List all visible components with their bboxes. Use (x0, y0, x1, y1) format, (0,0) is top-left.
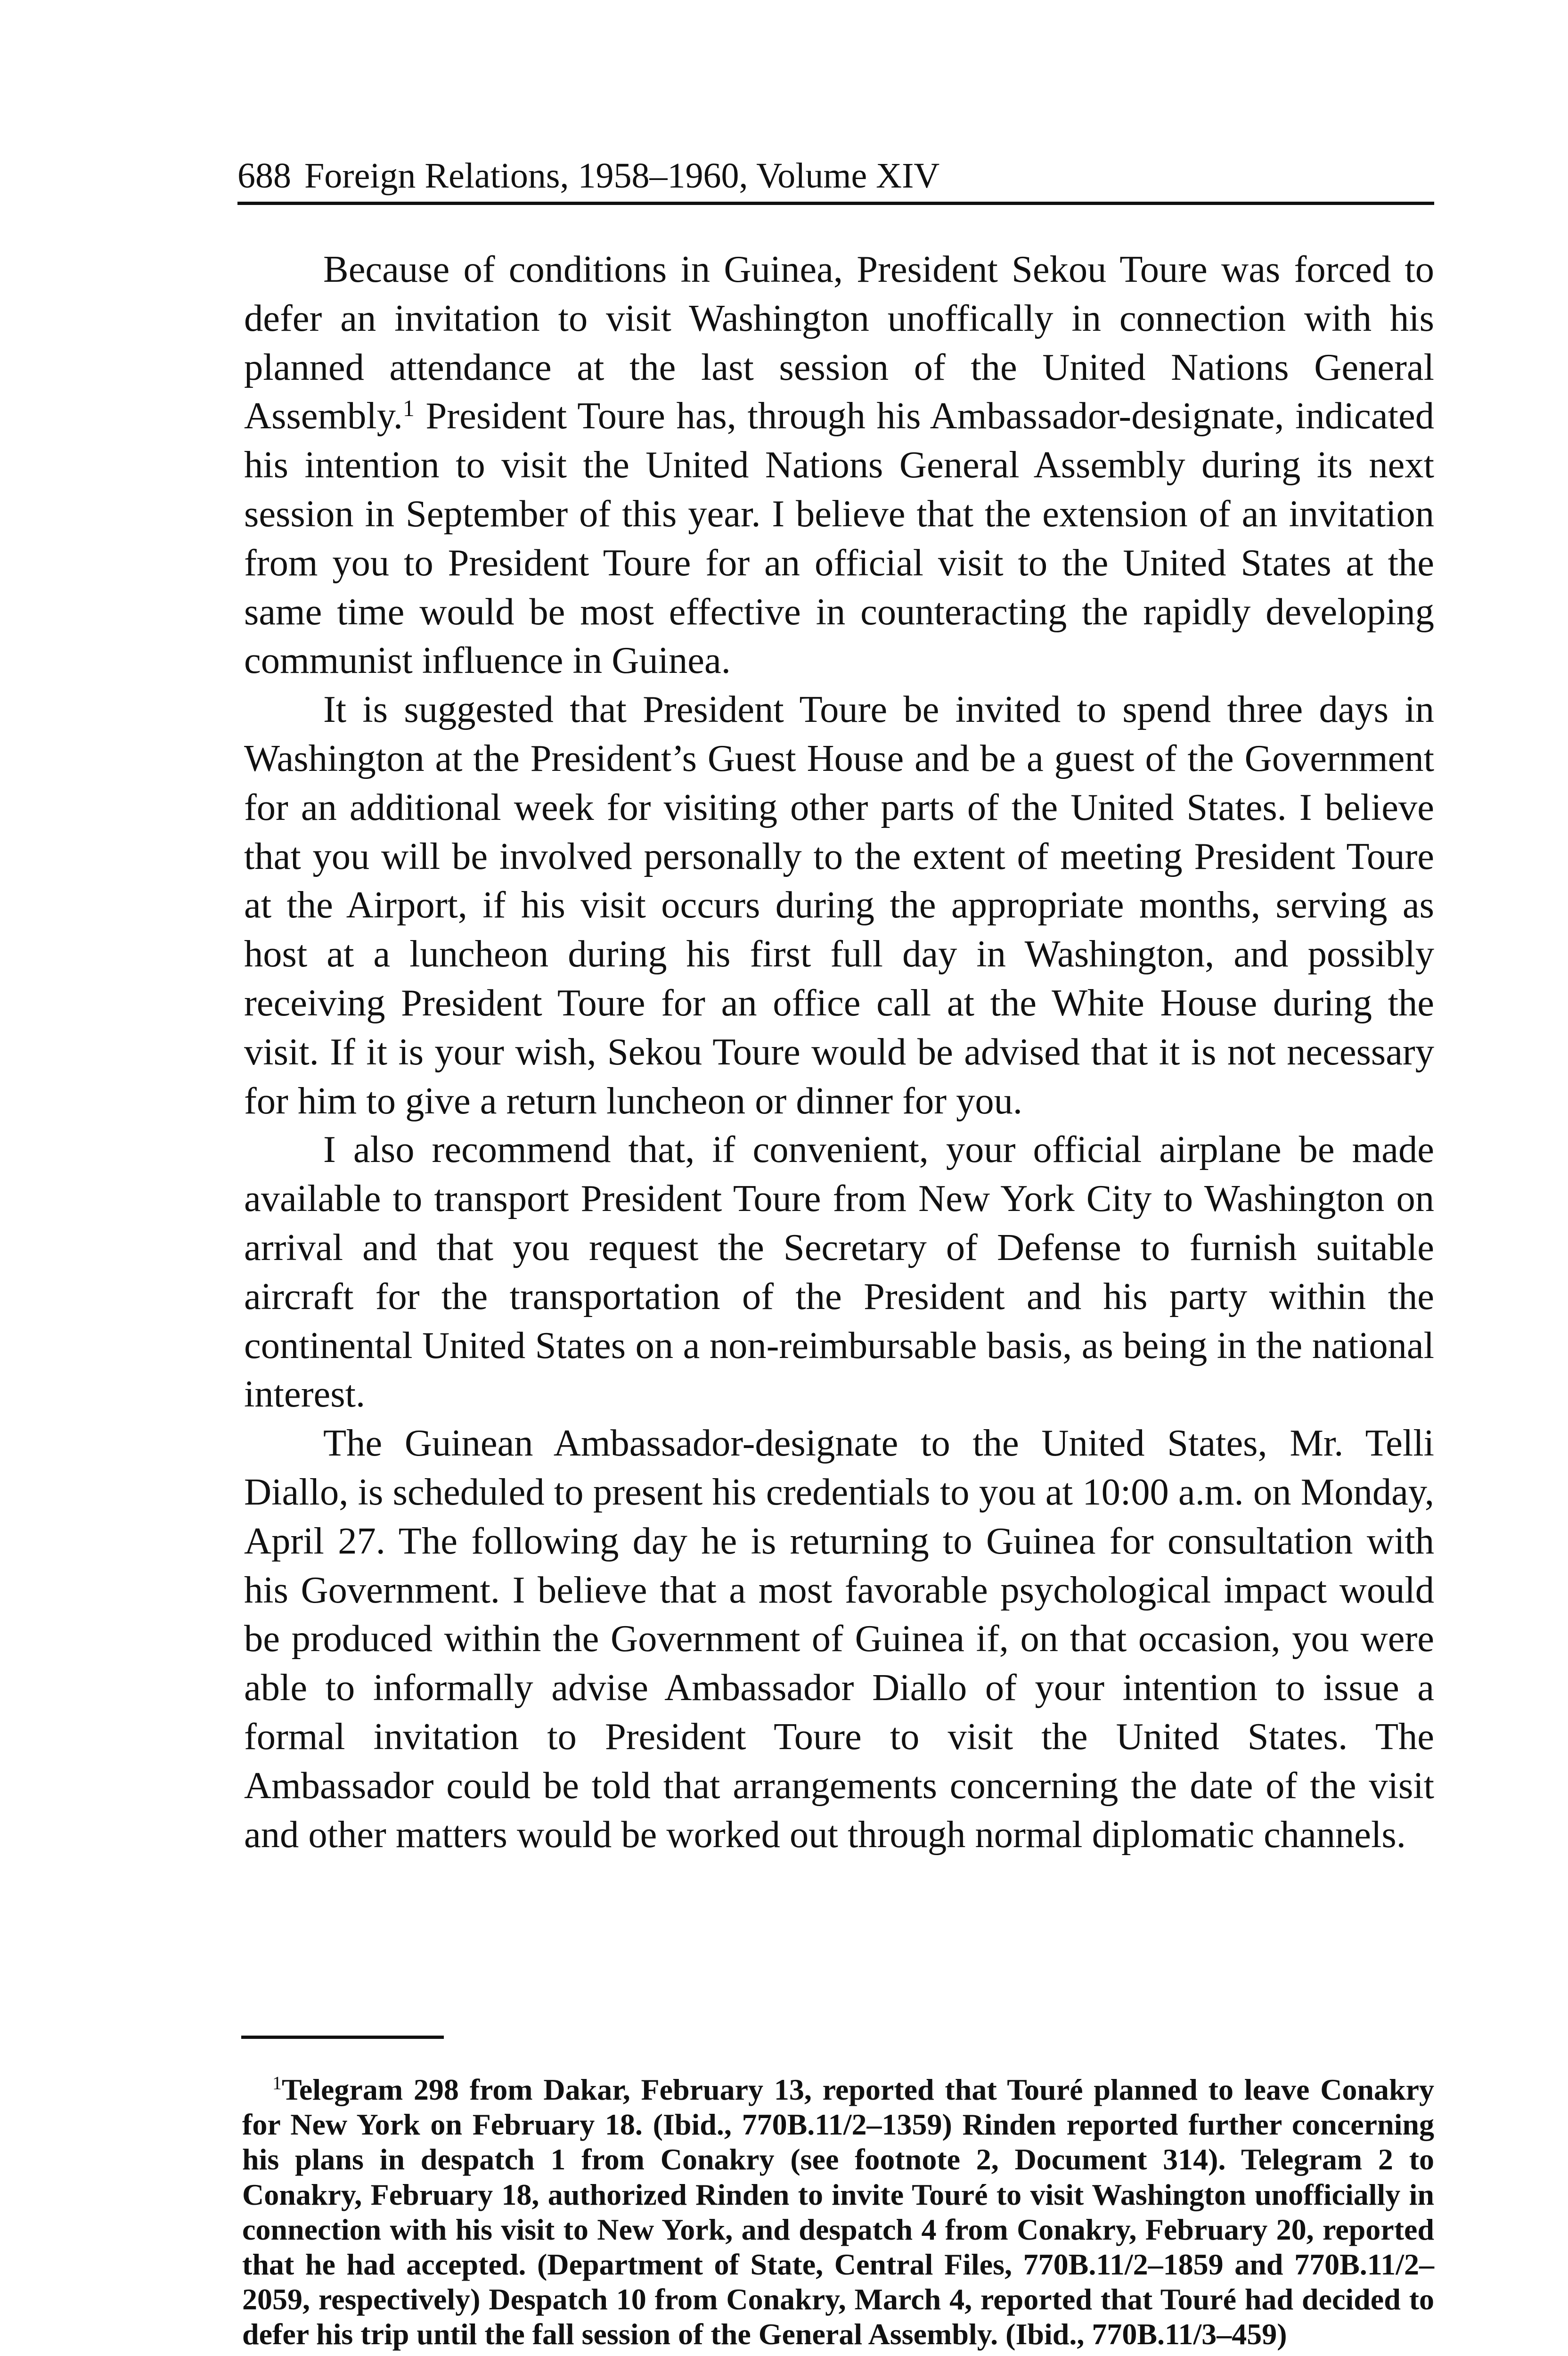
paragraph-1-text: Because of conditions in Guinea, President Sekou Toure was forced to defer an invitation to visit Washington unoffically in connection with his planned attendance at the last session of the United Nations General Assembly. (244, 248, 1434, 437)
page-number: 688 (237, 156, 291, 196)
footnote-number: 1 (272, 2072, 282, 2094)
footnote (242, 2072, 1434, 2352)
running-head (237, 150, 1434, 205)
paragraph-1-continued: President Toure has, through his Ambassador-designate, indicated his intention to visit the United Nations General Assembly during its next session in September of this year. I believe that the extension of an invitation from you to President Toure for an official visit to the United States at the same time would be most effective in counteracting the rapidly developing communist influence in Guinea. (244, 395, 1434, 682)
paragraph-4: The Guinean Ambassador-designate to the United States, Mr. Telli Diallo, is scheduled to present his credentials to you at 10:00 a.m. on Monday, April 27. The following day he is returning to Guinea for consultation with his Government. I believe that a most favorable psychological impact would be produced within the Government of Guinea if, on that occasion, you were able to informally advise Ambassador Diallo of your intention to issue a formal invitation to President Toure to visit the United States. The Ambassador could be told that arrangements concerning the date of the visit and other matters would be worked out through normal diplomatic channels. (244, 1422, 1434, 1856)
footnote-reference: 1 (402, 395, 415, 422)
footnote-divider (241, 2036, 444, 2039)
paragraph-2: It is suggested that President Toure be invited to spend three days in Washington at the President’s Guest House and be a guest of the Government for an additional week for visiting other parts of the United States. I believe that you will be involved personally to the extent of meeting President Toure at the Airport, if his visit occurs during the appropriate months, serving as host at a luncheon during his first full day in Washington, and possibly receiving President Toure for an office call at the White House during the visit. If it is your wish, Sekou Toure would be advised that it is not necessary for him to give a return luncheon or dinner for you. (244, 688, 1434, 1122)
paragraph-3: I also recommend that, if convenient, your official airplane be made available to transport President Toure from New York City to Washington on arrival and that you request the Secretary of Defense to furnish suitable aircraft for the transportation of the President and his party within the continental United States on a non-reimbursable basis, as being in the national interest. (244, 1129, 1434, 1415)
footnote-text: Telegram 298 from Dakar, February 13, reported that Touré planned to leave Conakry for New York on February 18. (Ibid., 770B.11/2–1359) Rinden reported further concerning his plans in despatch 1 from Conakry (see footnote 2, Document 314). Telegram 2 to Conakry, February 18, authorized Rinden to invite Touré to visit Washington unofficially in connection with his visit to New York, and despatch 4 from Conakry, February 20, reported that he had accepted. (Department of State, Central Files, 770B.11/2–1859 and 770B.11/2–2059, respectively) Despatch 10 from Conakry, March 4, reported that Touré had decided to defer his trip until the fall session of the General Assembly. (Ibid., 770B.11/3–459) (242, 2073, 1434, 2351)
paragraph-1 (244, 245, 1434, 685)
volume-title: Foreign Relations, 1958–1960, Volume XIV (304, 156, 940, 196)
body-text (244, 245, 1434, 1859)
